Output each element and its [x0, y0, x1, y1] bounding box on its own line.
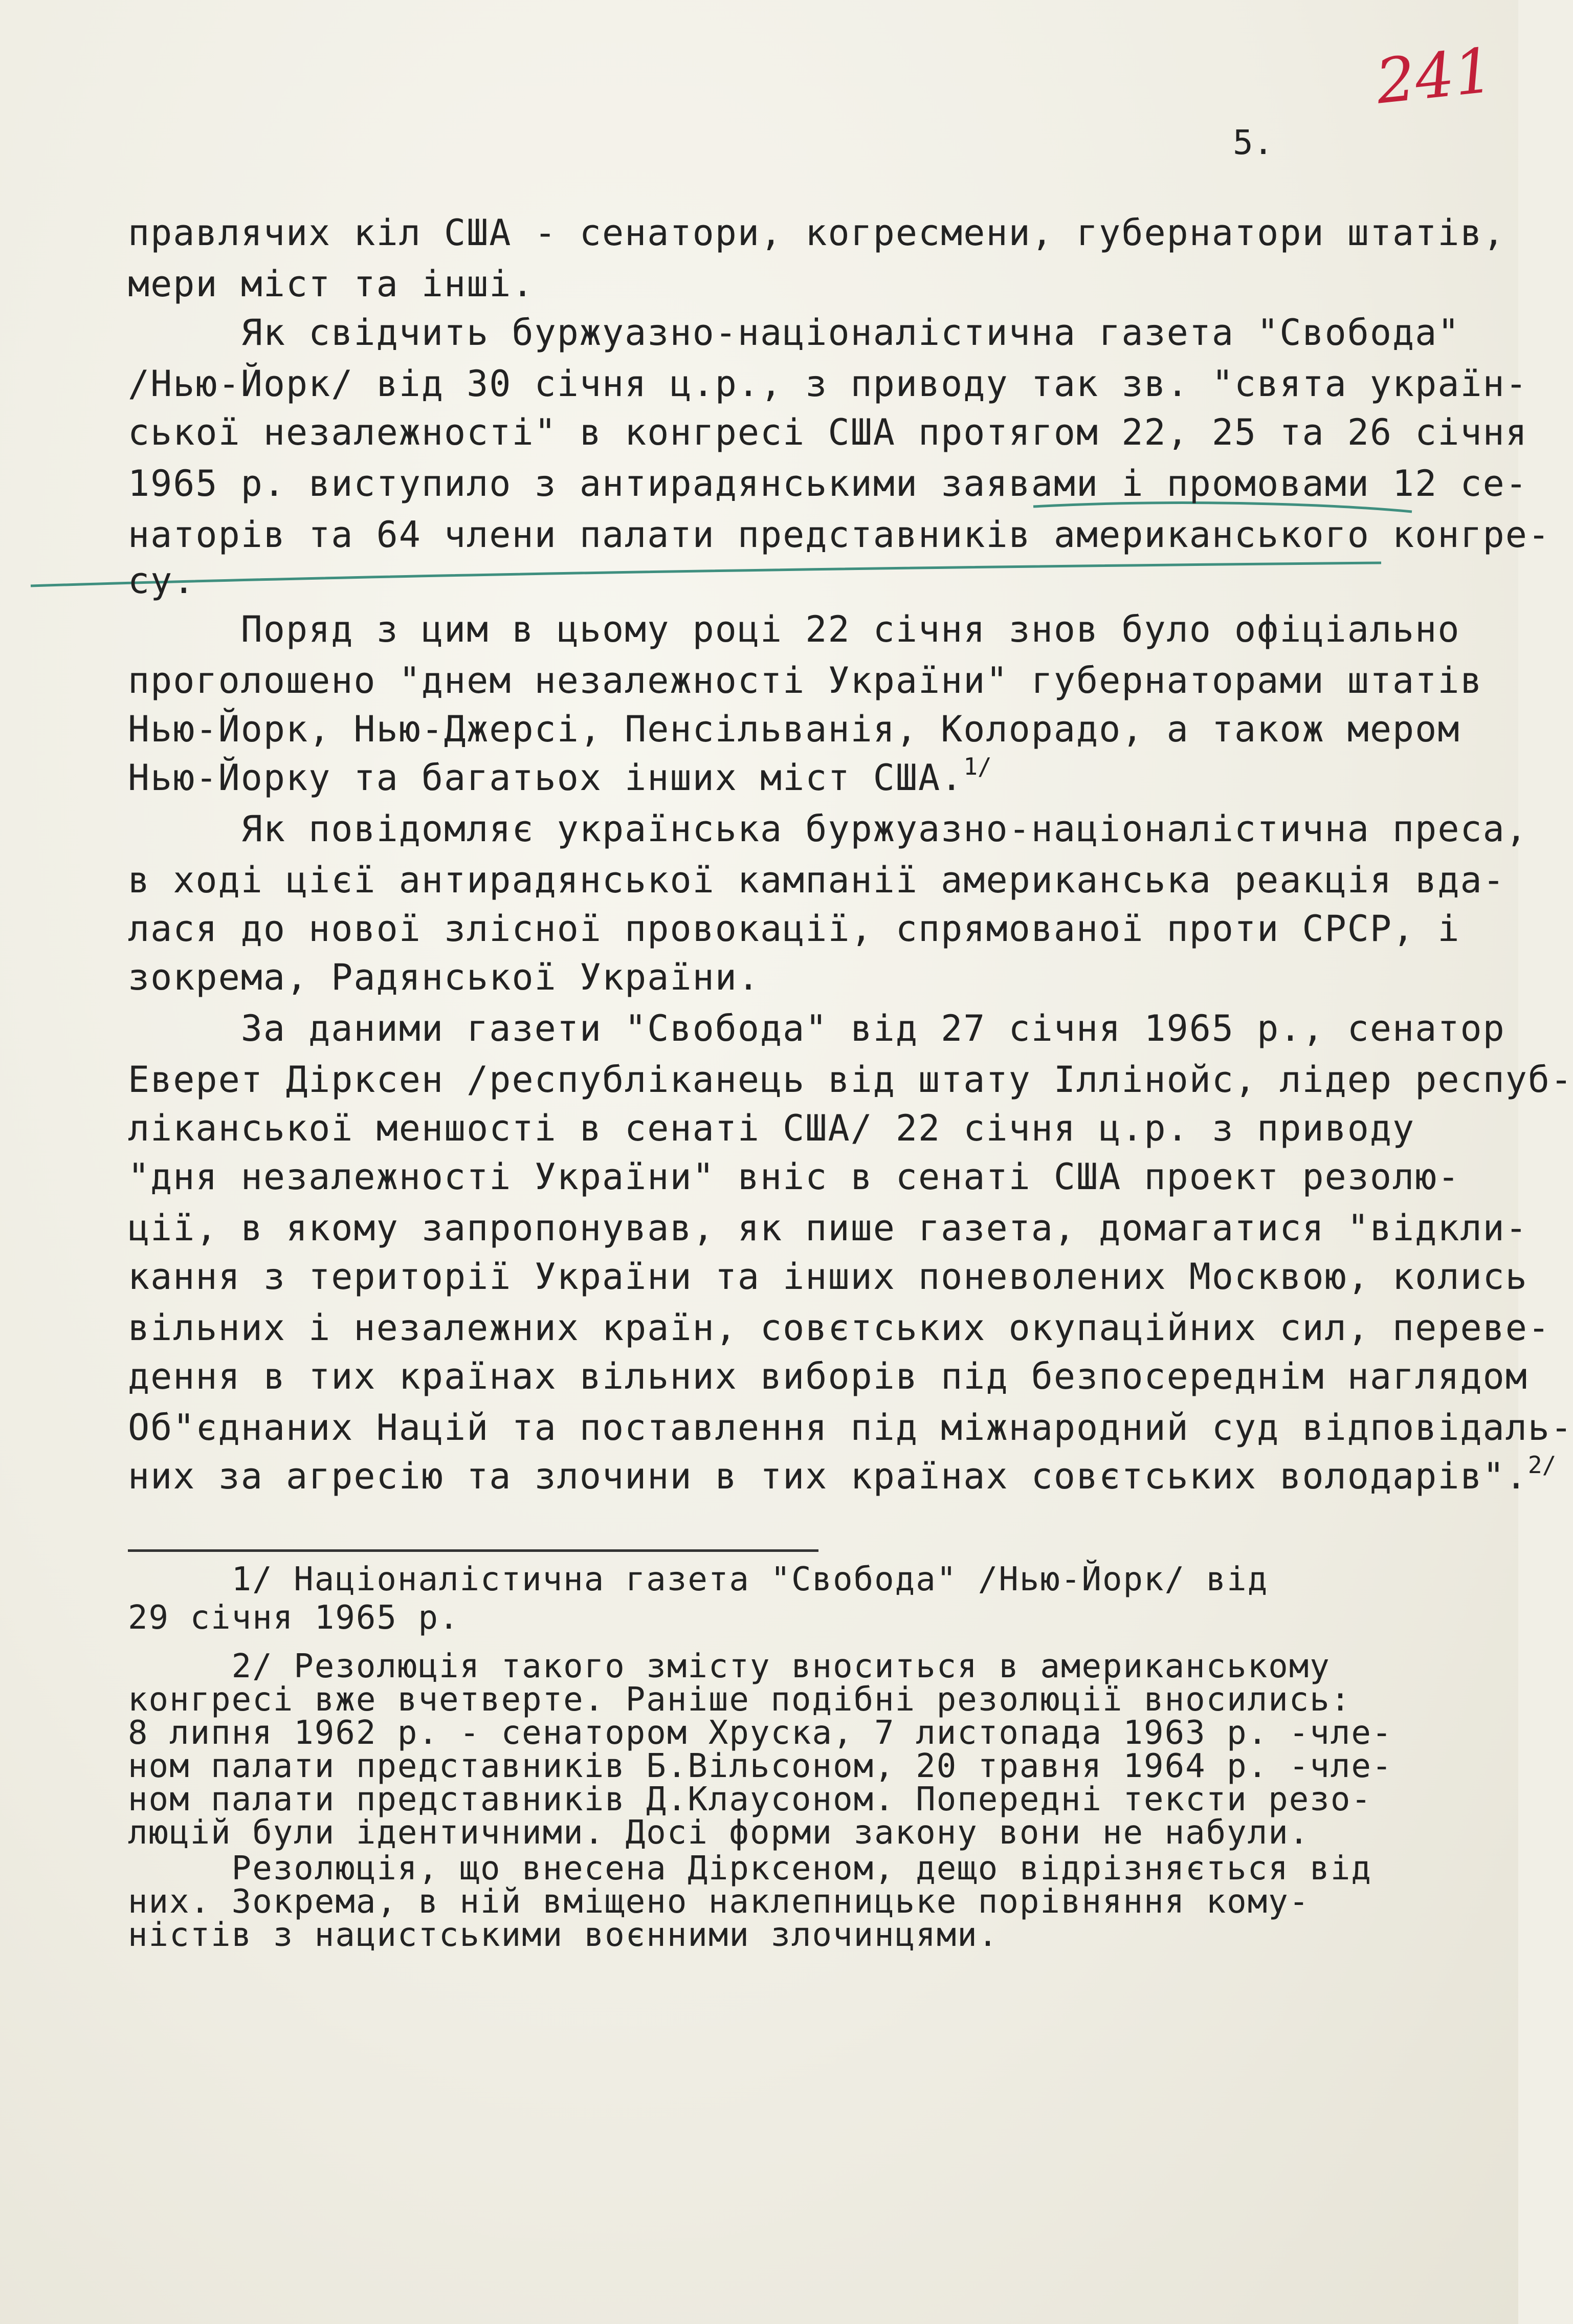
body-line: Як повідомляє українська буржуазно-націоналістична преса,: [128, 808, 1528, 850]
footnote-line: ном палати представників Б.Вільсоном, 20 травня 1964 р. -чле-: [128, 1747, 1393, 1785]
footnote-line: 2/ Резолюція такого змісту вноситься в американському: [128, 1648, 1331, 1685]
body-line: дення в тих країнах вільних виборів під безпосереднім наглядом: [128, 1355, 1528, 1397]
footnote-separator: [128, 1549, 818, 1552]
footnote-ref: 1/: [963, 753, 992, 780]
body-line: За даними газети "Свобода" від 27 січня 1965 р., сенатор: [128, 1007, 1505, 1049]
body-line: Нью-Йорку та багатьох інших міст США.$^{1/}$: [128, 753, 992, 799]
page-number: 5.: [1233, 123, 1274, 162]
body-line: Поряд з цим в цьому році 22 січня знов було офіціально: [128, 608, 1460, 650]
body-line: Об"єднаних Націй та поставлення під міжнародний суд відповідаль-: [128, 1407, 1573, 1449]
body-line: проголошено "днем незалежності України" губернаторами штатів: [128, 660, 1483, 701]
body-line: ліканської меншості в сенаті США/ 22 січня ц.р. з приводу: [128, 1107, 1415, 1149]
body-line: Нью-Йорк, Нью-Джерсі, Пенсільванія, Колорадо, а також мером: [128, 708, 1460, 750]
body-line: ції, в якому запропонував, як пише газета, домагатися "відкли-: [128, 1207, 1528, 1249]
body-line: /Нью-Йорк/ від 30 січня ц.р., з приводу так зв. "свята україн-: [128, 363, 1528, 405]
footnote-line: ном палати представників Д.Клаусоном. Попередні тексти резо-: [128, 1781, 1372, 1818]
body-line: правлячих кіл США - сенатори, когресмени, губернатори штатів,: [128, 212, 1505, 254]
footnote-line: люцій були ідентичними. Досі форми закону вони не набули.: [128, 1814, 1310, 1852]
footnote-line: конгресі вже вчетверте. Раніше подібні резолюції вносились:: [128, 1681, 1352, 1719]
body-line: ської незалежності" в конгресі США протягом 22, 25 та 26 січня: [128, 411, 1528, 453]
footnote-line: ністів з нацистськими воєнними злочинцями.: [128, 1916, 999, 1954]
body-line: 1965 р. виступило з антирадянськими заявами і промовами 12 се-: [128, 463, 1528, 505]
footnote-line: 29 січня 1965 р.: [128, 1599, 460, 1637]
archive-page-number: 241: [1372, 35, 1497, 118]
body-line: зокрема, Радянської України.: [128, 956, 761, 998]
footnote-line: Резолюція, що внесена Дірксеном, дещо відрізняється від: [128, 1850, 1372, 1888]
footnote-line: 8 липня 1962 р. - сенатором Хруска, 7 листопада 1963 р. -чле-: [128, 1714, 1393, 1752]
body-line: мери міст та інші.: [128, 263, 535, 305]
footnote-line: них. Зокрема, в ній вміщено наклепницьке порівняння кому-: [128, 1883, 1310, 1921]
body-line: них за агресію та злочини в тих країнах совєтських володарів".$^{2/}$: [128, 1451, 1557, 1497]
body-line: Як свідчить буржуазно-націоналістична газета "Свобода": [128, 312, 1460, 354]
body-line: су.: [128, 560, 196, 602]
body-line: вільних і незалежних країн, совєтських окупаційних сил, переве-: [128, 1307, 1551, 1349]
body-line: "дня незалежності України" вніс в сенаті США проект резолю-: [128, 1156, 1460, 1198]
body-line: в ході цієї антирадянської кампанії американська реакція вда-: [128, 859, 1505, 901]
body-line: лася до нової злісної провокації, спрямованої проти СРСР, і: [128, 908, 1460, 950]
footnote-line: 1/ Націоналістична газета "Свобода" /Нью-Йорк/ від: [128, 1561, 1269, 1598]
body-line: Еверет Дірксен /республіканець від штату Іллінойс, лідер респуб-: [128, 1059, 1573, 1101]
footnote-ref: 2/: [1527, 1451, 1557, 1479]
body-line: кання з території України та інших поневолених Москвою, колись: [128, 1256, 1528, 1298]
body-line: наторів та 64 члени палати представників американського конгре-: [128, 514, 1551, 556]
